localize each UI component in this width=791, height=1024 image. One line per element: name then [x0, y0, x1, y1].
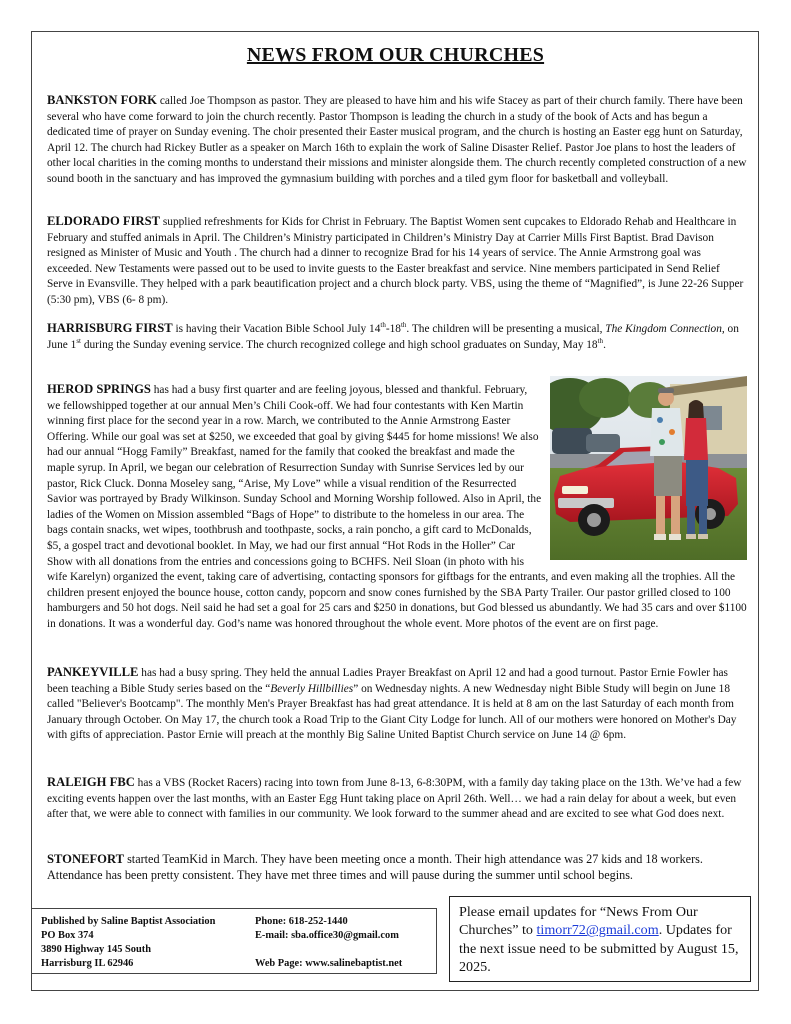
ordinal-suffix: th [597, 336, 604, 345]
article-text: ” on Wednesday nights. A new Wednesday night Bible Study will begin on June 18 called "Believer's Bootcamp". The monthly Men's Prayer Breakfast has had great attendance. It is held at 8 am on the last Saturday of each month from January through October. On May 17, the church took a Road Trip to the Giant City Lodge for lunch. All of our mothers were honored on Mother's Day with gifts of appreciation. Pastor Ernie will preach at the monthly Big Saline United Baptist Church service on June 14 @ 6pm. [47, 682, 737, 742]
article-harrisburg-first [47, 321, 747, 353]
article-bankston-fork [47, 93, 747, 188]
article-text: started TeamKid in March. They have been meeting once a month. Their high attendance was 27 kids and 18 workers. Attendance has been pretty consistent. They have met three times and will pause during the summer until school begins. [47, 852, 703, 882]
article-text: has had a busy first quarter and are feeling joyous, blessed and thankful. February, we fellowshipped together at our annual Men’s Chili Cook-off. We had four contestants with Ken Martin winning first place for the second year in a row. March, we contributed to the Annie Armstrong Easter Offering. While our goal was set at $250, we exceeded that goal by giving $445 for home missions! We also had our annual “Hogg Family” Breakfast, named for the family that cooked the breakfast and made the maple syrup. In April, we began our celebration of Resurrection Sunday with Sunrise Services led by our pastor, Rick Cluck. Donna Moseley sang, “Arise, My Love” while a visual rendition of the Resurrected Savior was portrayed by Brady Wilkinson. Sunday School and Morning Worship followed. Also in April, the ladies of the Women on Mission assembled “Bags of Hope” to distribute to the homeless in our area. The bags contain snacks, wet wipes, toothbrush and toothpaste, socks, a rain poncho, a gift card to McDonalds, $5, a gospel tract and devotional booklet. In May, we had our first annual “Hot Rods in the Holler” Car Show with all donations from the entries and concessions going to BCHFS. Neil Sloan (in photo with his wife Karelyn) organized the event, taking care of advertising, contacting sponsors for giftbags for the entrants, and even making all the trophies. All the children present enjoyed the bounce house, cotton candy, popcorn and snow cones furnished by the SBA Party Trailer. Our pastor grilled closed to 100 hamburgers and 50 hot dogs. Neil said he had set a goal for 25 cars and $250 in donations, but God blessed us abundantly. We had 35 cars and over $1100 in donations. It was a wonderful day. God’s name was honored throughout the whole event. More photos of the event are on first page. [47, 384, 747, 630]
updates-text: . Updates for the next issue need to be submitted by August 15, 2025. [459, 922, 739, 976]
phone-number: Phone: 618-252-1440 [255, 916, 348, 927]
article-text: is having their Vacation Bible School July 14 [172, 323, 381, 335]
article-text: has had a busy spring. They held the annual Ladies Prayer Breakfast on April 12 and had a good turnout. Pastor Ernie Fowler has been teaching a Bible Study series based on the “ [47, 667, 728, 695]
publisher-name: Published by Saline Baptist Association [41, 916, 216, 927]
article-pankeyville [47, 665, 747, 744]
article-text: has a VBS (Rocket Racers) racing into town from June 8-13, 6-8:30PM, with a family day taking place on the 13th. We’ve had a few exciting events happen over the last months, with an Easter Egg Hunt taking place on April 26th. Well… we had a rain delay for about a week, but even after that, we were able to connect with families in our community. We look forward to the summer ahead and are excited to see what God does next. [47, 777, 742, 821]
street-address: 3890 Highway 145 South [41, 944, 151, 955]
article-herod-springs [47, 382, 747, 633]
updates-email-link[interactable]: timorr72@gmail.com [536, 922, 659, 939]
ordinal-suffix: th [400, 321, 407, 330]
church-name: ELDORADO FIRST [47, 214, 161, 228]
show-title: Beverly Hillbillies [270, 682, 354, 695]
article-text: . [603, 338, 606, 351]
church-name: HARRISBURG FIRST [47, 321, 173, 335]
po-box: PO Box 374 [41, 930, 94, 941]
web-page: Web Page: www.salinebaptist.net [255, 958, 403, 969]
publisher-address [41, 915, 215, 971]
email-address: E-mail: sba.office30@gmail.com [255, 930, 399, 941]
car-show-photo [550, 376, 747, 560]
city-state-zip: Harrisburg IL 62946 [41, 958, 134, 969]
article-text: supplied refreshments for Kids for Christ in February. The Baptist Women sent cupcakes to Eldorado Rehab and Healthcare in February and stuffed animals in April. The Children’s Ministry participated in Children’s Ministry Day at Carrier Mills First Baptist. Brad Davison resigned as Minister of Music and Youth . The church had a dinner to recognize Brad for his 14 years of service. The Annie Armstrong goal was exceeded. New Testaments were passed out to be used to invite guests to the Easter breakfast and service. Nine members participated in Send Relief Serve in Evansville. They helped with a park beautification project and a church block party. VBS, using the theme of “Magnified”, is June 22-26 Supper (5:30 pm), VBS (6- 8 pm). [47, 216, 744, 306]
article-stonefort [47, 852, 747, 884]
ordinal-suffix: st [76, 336, 81, 345]
ordinal-suffix: th [380, 321, 386, 330]
publisher-box [31, 908, 437, 974]
updates-text: Please email updates for “News From Our Churches” to [459, 904, 698, 939]
updates-box [449, 896, 751, 982]
church-name: HEROD SPRINGS [47, 382, 151, 396]
article-text: on June 1 [47, 323, 739, 351]
article-text: -18 [385, 323, 401, 335]
church-name: RALEIGH FBC [47, 775, 135, 789]
musical-title: The Kingdom Connection, [605, 323, 725, 335]
page-title: NEWS FROM OUR CHURCHES [246, 44, 545, 66]
publisher-contact [255, 915, 402, 971]
article-text: . The children will be presenting a musical, [406, 323, 606, 335]
church-name: PANKEYVILLE [47, 665, 139, 679]
article-text: called Joe Thompson as pastor. They are pleased to have him and his wife Stacey as part of their church family. There have been several who have come forward to join the church recently. Pastor Thompson is leading the church in a study of the book of Acts and has begun a dedicated time of prayer on Sunday evening. The choir presented their Easter musical program, and the church is hosting an Easter egg hunt on Saturday, April 12. The church had Rickey Butler as a speaker on March 16th to explain the work of Saline Disaster Relief. Pastor Joe plans to host the leaders of other local charities in the coming months to understand their missions and minister alongside them. The church recently completed construction of a new sound booth in the sanctuary and has improved the gymnasium building with porches and a tiled gym floor for basketball and volleyball. [47, 95, 747, 185]
church-name: BANKSTON FORK [47, 93, 157, 107]
article-eldorado-first [47, 214, 747, 309]
article-text: during the Sunday evening service. The church recognized college and high school graduates on Sunday, May 18 [80, 338, 598, 351]
article-raleigh-fbc [47, 775, 747, 823]
church-name: STONEFORT [47, 852, 125, 866]
